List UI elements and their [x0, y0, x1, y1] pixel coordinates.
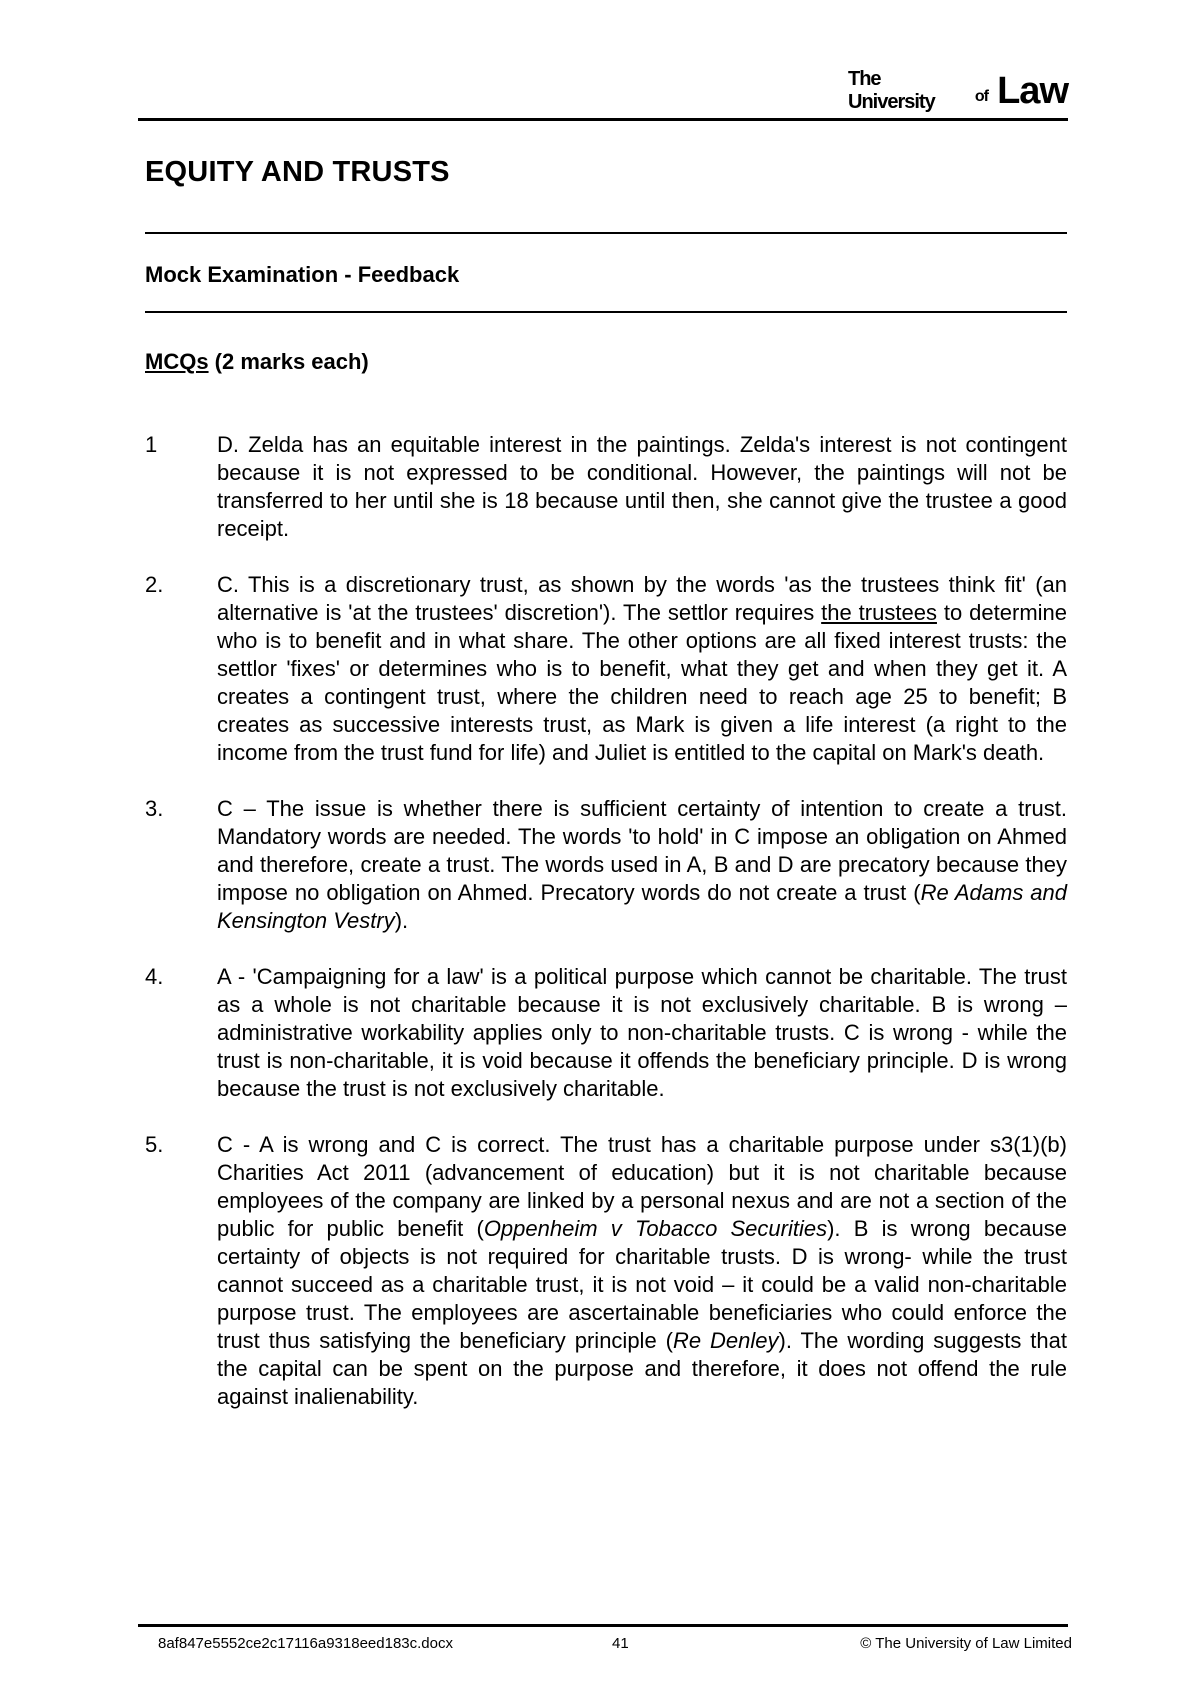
subtitle-divider [145, 311, 1067, 313]
section-heading-rest: (2 marks each) [208, 349, 369, 374]
answer-number: 2. [145, 572, 164, 597]
answer-text-segment: C - A is wrong and C is correct. The trust has a charitable purpose under s3(1)(b) Charities Act 2011 (advancement of education) but it is not charitable because employees of the company are linked by a personal nexus and are not a section of the public for public benefit ( [217, 1132, 1067, 1241]
answer-text-segment: ). [394, 908, 409, 933]
footer-page-number: 41 [612, 1635, 629, 1652]
case-citation: Oppenheim v Tobacco Securities [483, 1216, 828, 1241]
answer-text [217, 431, 1067, 543]
answer-text-segment: C – The issue is whether there is sufficient certainty of intention to create a trust. Mandatory words are needed. The words 'to hold' in C impose an obligation on Ahmed and therefore, create a trust. The words used in A, B and D are precatory because they impose no obligation on Ahmed. Precatory words do not create a trust ( [217, 796, 1067, 905]
title-divider [145, 232, 1067, 234]
logo [848, 68, 1068, 113]
answer-text-segment: ). B is wrong because certainty of objects is not required for charitable trusts. D is wrong- while the trust cannot succeed as a charitable trust, it is not void – it could be a valid non-charitable purpose trust. The employees are ascertainable beneficiaries who could enforce the trust thus satisfying the beneficiary principle ( [217, 1216, 1068, 1353]
case-citation: Re Denley [672, 1328, 779, 1353]
answer-text [217, 795, 1067, 935]
document-subtitle: Mock Examination - Feedback [145, 262, 460, 287]
section-heading-underlined: MCQs [145, 349, 209, 374]
answer-item [145, 571, 1067, 767]
answer-text-segment: C. This is a discretionary trust, as shown by the words 'as the trustees think fit' (an alternative is 'at the trustees' discretion'). The settlor requires [217, 572, 1067, 625]
answer-text-segment: A - 'Campaigning for a law' is a political purpose which cannot be charitable. The trust as a whole is not charitable because it is not exclusively charitable. B is wrong – administrative workability applies only to non-charitable trusts. C is wrong - while the trust is non-charitable, it is void because it offends the beneficiary principle. D is wrong because the trust is not exclusively charitable. [217, 964, 1067, 1101]
logo-line-3: Law [997, 70, 1068, 112]
answer-number: 5. [145, 1132, 164, 1157]
answer-text [217, 571, 1067, 767]
answer-text-segment: ). The wording suggests that the capital can be spent on the purpose and therefore, it does not offend the rule against inalienability. [217, 1328, 1067, 1409]
answer-text-segment: D. Zelda has an equitable interest in the paintings. Zelda's interest is not contingent because it is not expressed to be conditional. However, the paintings will not be transferred to her until she is 18 because until then, she cannot give the trustee a good receipt. [217, 432, 1067, 541]
underlined-text: the trustees [821, 600, 937, 625]
footer-filename: 8af847e5552ce2c17116a9318eed183c.docx [158, 1635, 453, 1652]
answer-item [145, 963, 1067, 1103]
answer-number: 3. [145, 796, 164, 821]
answer-text [217, 963, 1067, 1103]
header-rule [138, 118, 1068, 121]
logo-line-1: The University [848, 68, 935, 113]
answer-item [145, 795, 1067, 935]
section-heading [145, 349, 369, 375]
answer-number: 4. [145, 964, 164, 989]
footer-copyright: © The University of Law Limited [860, 1635, 1072, 1652]
logo-line-2: of [974, 88, 988, 105]
answer-list [145, 431, 1067, 1439]
footer-rule [138, 1624, 1068, 1627]
case-citation: Re Adams and Kensington Vestry [217, 880, 1067, 933]
answer-text-segment: to determine who is to benefit and in what share. The other options are all fixed interest trusts: the settlor 'fixes' or determines who is to benefit, what they get and when they get it. A creates a contingent trust, where the children need to reach age 25 to benefit; B creates as successive interests trust, as Mark is given a life interest (a right to the income from the trust fund for life) and Juliet is entitled to the capital on Mark's death. [217, 600, 1068, 765]
answer-item [145, 1131, 1067, 1411]
answer-item [145, 431, 1067, 543]
answer-text [217, 1131, 1067, 1411]
document-title: EQUITY AND TRUSTS [145, 156, 450, 188]
answer-number: 1 [145, 432, 158, 457]
